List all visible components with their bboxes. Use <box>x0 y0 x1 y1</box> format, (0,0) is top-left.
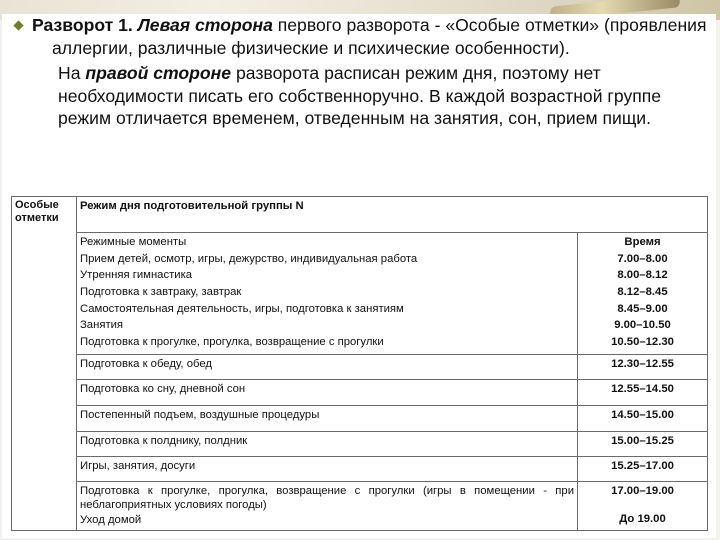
daily-regime-table <box>11 196 708 531</box>
list-item: Подготовка к прогулке, прогулка, возвращение с прогулки <box>79 336 384 349</box>
time-header: Время <box>624 236 661 248</box>
intro-paragraph-1 <box>14 14 709 59</box>
time-value: До 19.00 <box>619 513 666 526</box>
left-side-emphasis: Левая сторона <box>137 15 273 35</box>
slide <box>2 14 716 538</box>
activity-cell: Игры, занятия, досуги <box>76 456 577 481</box>
intro-p1-text: первого разворота - «Особые отметки» (проявления аллергии, различные физические и психические особенности). <box>52 15 707 58</box>
list-item: Подготовка к прогулке, прогулка, возвращение с прогулки (игры в помещении - при неблагоприятных условиях погоды) <box>79 484 574 512</box>
activity-cell: Подготовка к обеду, обед <box>76 354 577 379</box>
time-value: 8.45–9.00 <box>617 302 668 315</box>
time-cell: 15.25–17.00 <box>578 456 708 481</box>
list-item: Прием детей, осмотр, игры, дежурство, индивидуальная работа <box>79 252 418 265</box>
time-value: 8.12–8.45 <box>617 286 668 299</box>
activity-cell: Подготовка ко сну, дневной сон <box>76 379 577 405</box>
activities-cell <box>76 233 577 355</box>
bullet-icon <box>13 20 23 30</box>
list-item: Занятия <box>79 319 124 332</box>
table-header-row <box>12 197 708 233</box>
time-value: 8.00–8.12 <box>617 269 668 282</box>
time-value: 7.00–8.00 <box>617 252 668 265</box>
intro-p2-text: разворота расписан режим дня, поэтому нет необходимости писать его собственноручно. В каждой возрастной группе режим отличается временем, отведенным на занятия, сон, прием пищи. <box>58 63 662 129</box>
intro-lead: Разворот 1. <box>32 15 133 35</box>
time-cell: 15.00–15.25 <box>578 431 708 456</box>
list-item: Утренняя гимнастика <box>79 269 193 282</box>
intro-text <box>14 14 709 130</box>
list-item: Самостоятельная деятельность, игры, подготовка к занятиям <box>79 302 404 315</box>
table-row <box>12 456 708 481</box>
activities-header: Режимные моменты <box>79 236 187 248</box>
right-side-emphasis: правой стороне <box>85 63 232 84</box>
intro-p2-start: На <box>58 63 86 84</box>
table-row <box>12 379 708 405</box>
intro-paragraph-2 <box>14 62 709 130</box>
group-header: Режим дня подготовительной группы N <box>76 197 707 233</box>
activity-cell <box>76 481 577 530</box>
time-cell: 14.50–15.00 <box>578 405 708 431</box>
list-item: Уход домой <box>79 514 142 526</box>
table-row <box>12 481 708 530</box>
special-notes-header: Особые отметки <box>12 197 77 531</box>
times-cell <box>578 233 708 355</box>
time-cell: 12.30–12.55 <box>578 354 708 379</box>
list-item: Подготовка к завтраку, завтрак <box>79 286 242 299</box>
time-cell <box>578 481 708 530</box>
activity-cell: Подготовка к полднику, полдник <box>76 431 577 456</box>
table-row <box>12 405 708 431</box>
time-cell: 12.55–14.50 <box>578 379 708 405</box>
table-row <box>12 431 708 456</box>
activity-cell: Постепенный подъем, воздушные процедуры <box>76 405 577 431</box>
time-value: 17.00–19.00 <box>611 484 674 497</box>
time-value: 10.50–12.30 <box>611 336 674 349</box>
time-value: 9.00–10.50 <box>614 319 671 332</box>
table-row <box>12 354 708 379</box>
table-block-row <box>12 233 708 355</box>
